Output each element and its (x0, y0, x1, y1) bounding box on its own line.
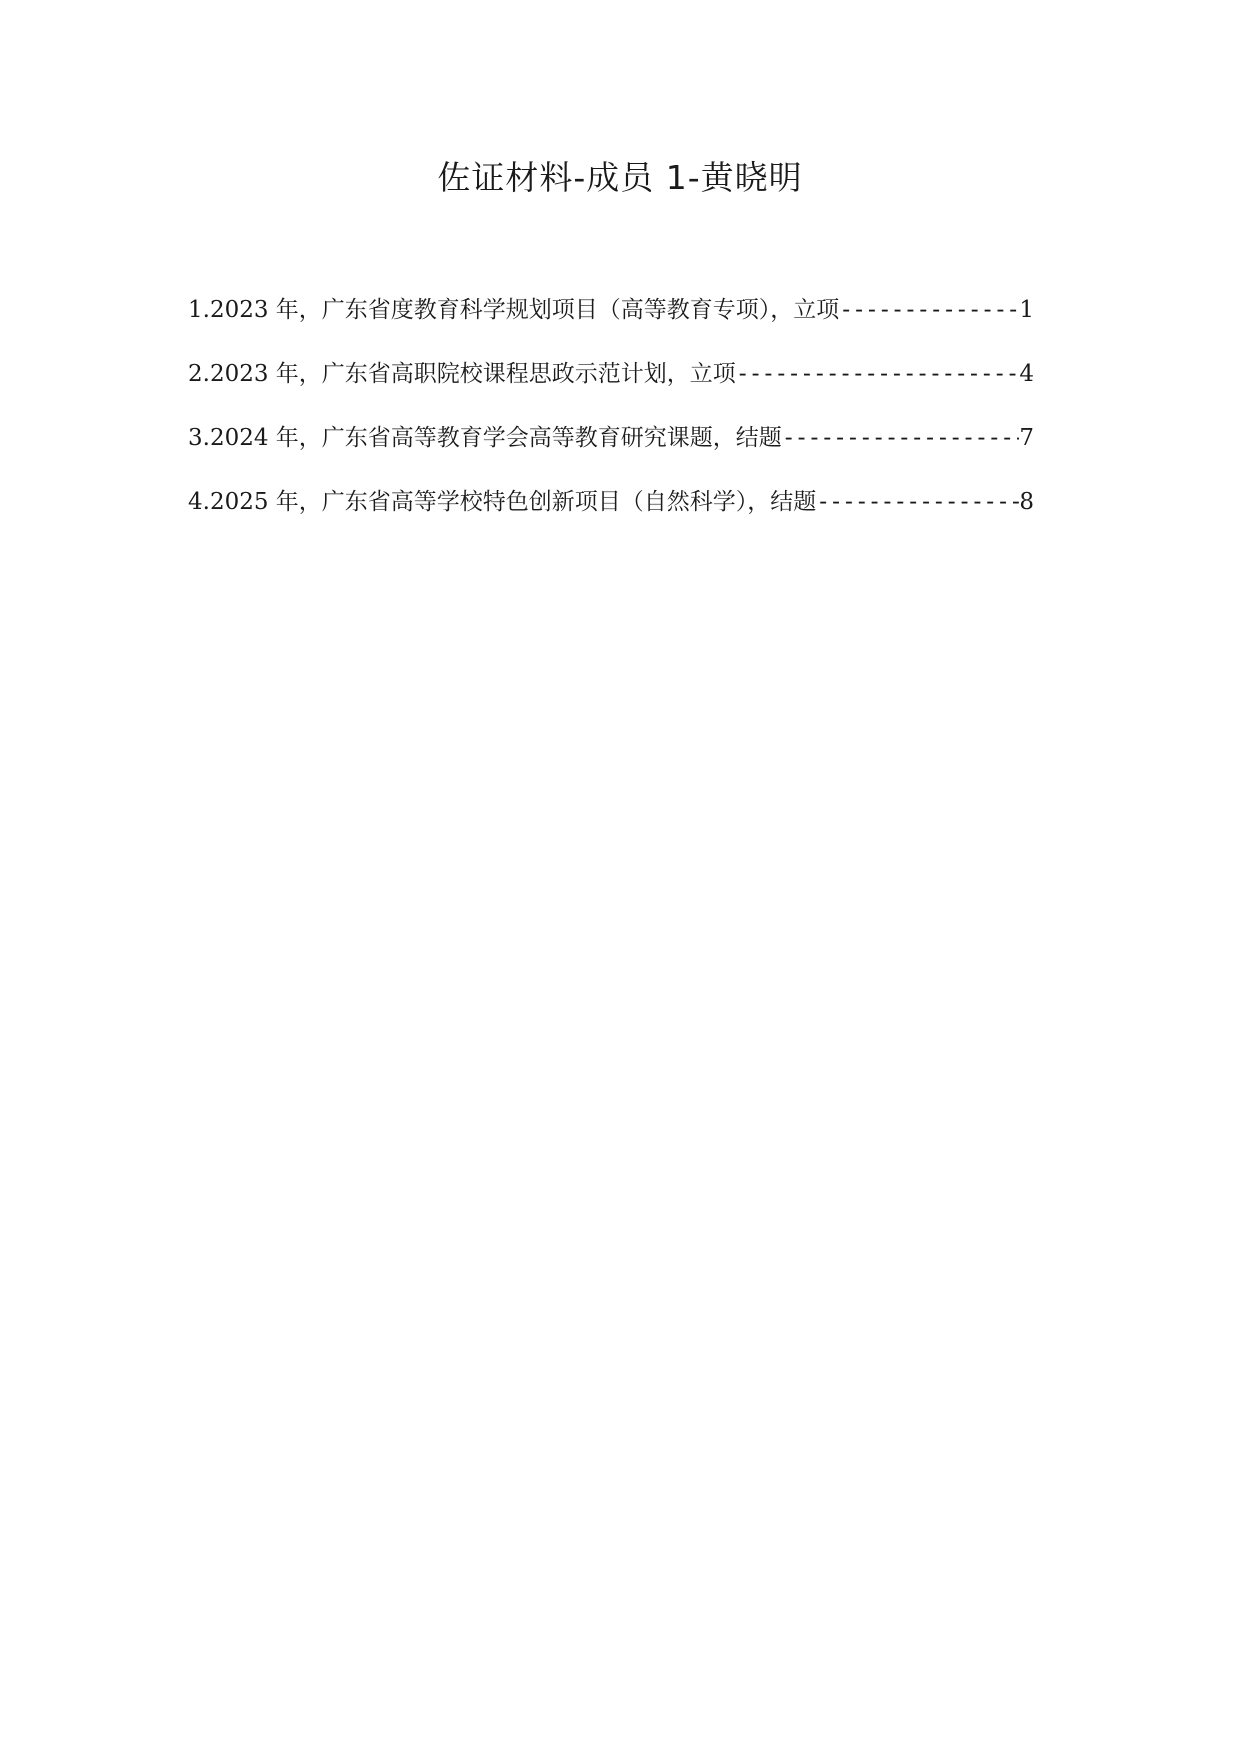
toc-entry-text: 2.2023 年，广东省高职院校课程思政示范计划，立项 (188, 361, 736, 387)
toc-entry (188, 418, 1034, 482)
toc-page-number: 1 (1019, 297, 1034, 323)
toc-dash-leader (816, 482, 1019, 522)
toc-entry (188, 290, 1034, 354)
page-title: 佐证材料-成员 1-黄晓明 (437, 158, 803, 197)
toc-entry (188, 482, 1034, 546)
toc-dash-leader (839, 290, 1019, 330)
toc-entry-text: 1.2023 年，广东省度教育科学规划项目（高等教育专项），立项 (188, 297, 840, 323)
toc-dash-leader (736, 354, 1020, 394)
toc-page-number: 8 (1019, 489, 1034, 515)
toc-entry-text: 3.2024 年，广东省高等教育学会高等教育研究课题，结题 (188, 425, 782, 451)
toc-page-number: 4 (1019, 361, 1034, 387)
toc-page-number: 7 (1019, 425, 1034, 451)
table-of-contents (188, 290, 1034, 546)
toc-entry (188, 354, 1034, 418)
toc-dash-leader (782, 418, 1020, 458)
toc-entry-text: 4.2025 年，广东省高等学校特色创新项目（自然科学），结题 (188, 489, 817, 515)
